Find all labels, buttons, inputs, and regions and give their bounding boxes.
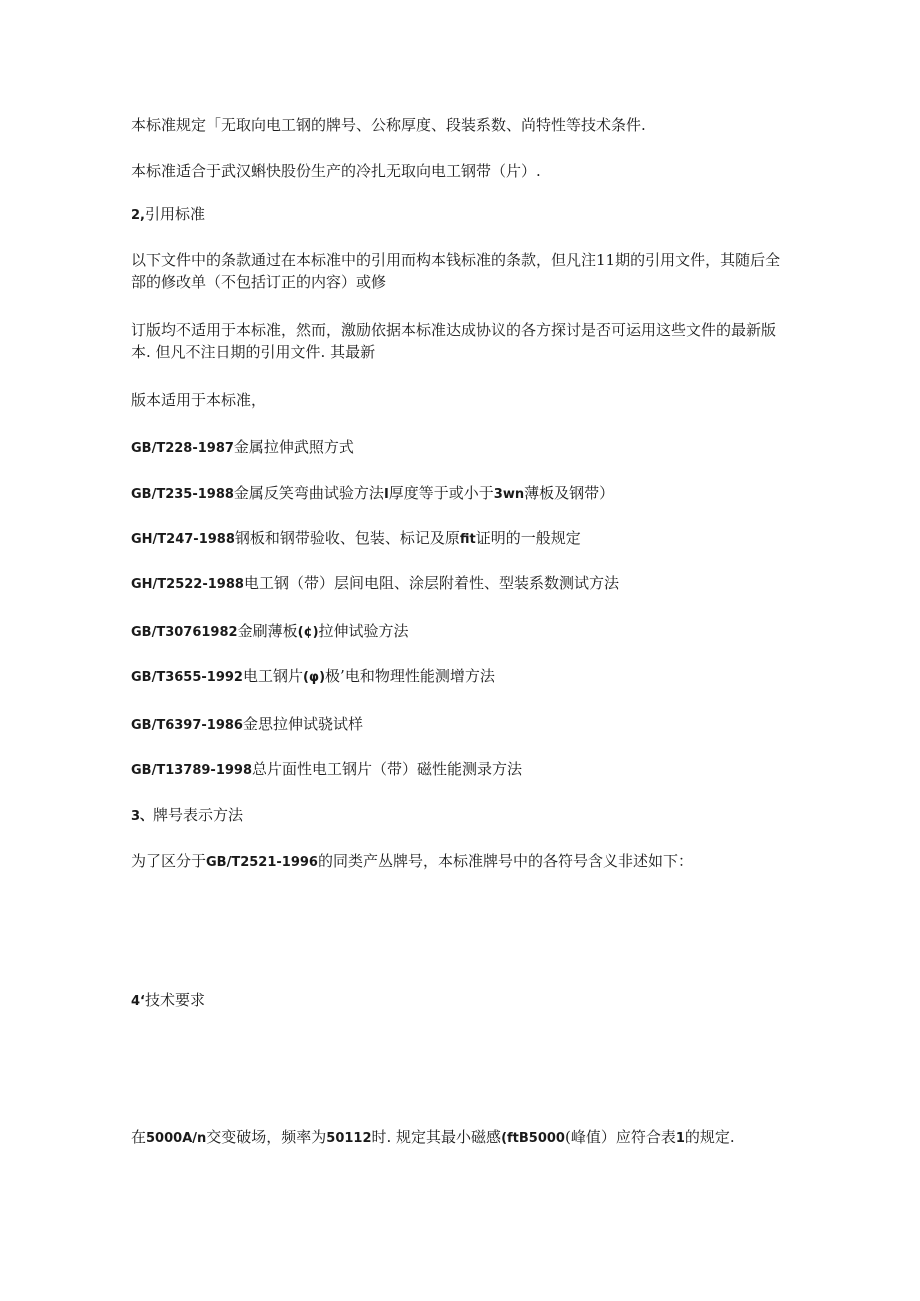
magnetic-text: 的规定.	[684, 1128, 735, 1146]
reference-item	[131, 758, 791, 782]
reference-title: 薄板及钢带）	[524, 484, 615, 502]
section-number: 3、	[131, 809, 154, 824]
reference-item	[131, 482, 791, 506]
grade-note-text: 为了区分于	[131, 852, 207, 870]
section-title: 牌号表示方法	[153, 806, 244, 824]
grade-note-text: 的同类产丛牌号，本标准牌号中的各符号含义非述如下：	[317, 852, 693, 870]
reference-item	[131, 620, 791, 644]
reference-code: GH/T2522-1988	[131, 577, 244, 592]
reference-code: GB/T3655-1992	[131, 670, 243, 685]
magnetic-value: 5000A/n	[146, 1131, 207, 1146]
magnetic-value: (ftB5000	[501, 1131, 565, 1146]
reference-code: GB/T235-1988	[131, 487, 234, 502]
reference-code: I	[383, 487, 389, 502]
reference-code: GB/T6397-1986	[131, 718, 243, 733]
magnetic-text: (峰值）应符合表	[564, 1128, 676, 1146]
reference-title: 钢板和钢带验收、包装、标记及原	[234, 529, 460, 547]
magnetic-value: 1	[675, 1131, 685, 1146]
reference-title: 极’电和物理性能测增方法	[325, 667, 495, 685]
reference-item	[131, 527, 791, 551]
grade-note-paragraph	[131, 850, 791, 874]
reference-code: fit	[459, 532, 476, 547]
reference-item	[131, 572, 791, 596]
reference-item	[131, 665, 791, 689]
reference-title: 总片面性电工钢片（带）磁性能测录方法	[252, 760, 523, 778]
reference-title: 金思拉伸试骁试样	[242, 715, 363, 733]
section-2-heading	[131, 203, 791, 227]
reference-code: GB/T2521-1996	[206, 855, 318, 870]
ref-intro-paragraph-1: 以下文件中的条款通过在本标准中的引用而构本钱标准的条款，但凡注11期的引用文件，其随后全部的修改单（不包括订正的内容）或修	[131, 251, 781, 291]
reference-item	[131, 436, 791, 460]
magnetic-text: 交变破场，频率为	[206, 1128, 327, 1146]
section-number: 4‘	[131, 994, 145, 1009]
reference-title: 金刷薄板	[237, 622, 298, 640]
magnetic-induction-paragraph	[131, 1126, 791, 1150]
section-title: 引用标准	[144, 205, 205, 223]
magnetic-text: 在	[131, 1128, 147, 1146]
reference-code: GB/T13789-1998	[131, 763, 252, 778]
ref-intro-paragraph-3: 版本适用于本标准，	[131, 391, 267, 409]
magnetic-value: 50112	[326, 1131, 372, 1146]
ref-intro-paragraph-2: 订版均不适用于本标准，然而，激励依据本标准达成协议的各方探讨是否可运用这些文件的最新版本. 但凡不注日期的引用文件. 其最新	[131, 321, 777, 361]
scope-paragraph-1: 本标准规定「无取向电工钢的牌号、公称厚度、段装系数、尚特性等技术条件.	[131, 116, 646, 134]
reference-title: 厚度等于或小于	[388, 484, 494, 502]
scope-paragraph-2: 本标准适合于武汉蝌快股份生产的冷扎无取向电工钢带（片）.	[131, 162, 541, 180]
reference-code: GH/T247-1988	[131, 532, 235, 547]
reference-title: 电工钢（带）层间电阻、涂层附着性、型装系数测试方法	[243, 574, 619, 592]
reference-code: 3wn	[493, 487, 525, 502]
reference-code: (φ)	[302, 670, 326, 685]
reference-title: 金属反笑弯曲试验方法	[233, 484, 384, 502]
section-3-heading	[131, 804, 791, 828]
section-title: 技术要求	[144, 991, 205, 1009]
section-number: 2,	[131, 208, 145, 223]
reference-code: GB/T30761982	[131, 625, 238, 640]
reference-title: 证明的一般规定	[475, 529, 581, 547]
reference-item	[131, 713, 791, 737]
reference-code: GB/T228-1987	[131, 441, 234, 456]
section-4-heading	[131, 989, 791, 1013]
magnetic-text: 时. 规定其最小磁感	[371, 1128, 502, 1146]
reference-title: 金属拉伸武照方式	[233, 438, 354, 456]
reference-title: 电工钢片	[242, 667, 303, 685]
reference-title: 拉伸试验方法	[318, 622, 409, 640]
reference-code: (¢)	[297, 625, 319, 640]
